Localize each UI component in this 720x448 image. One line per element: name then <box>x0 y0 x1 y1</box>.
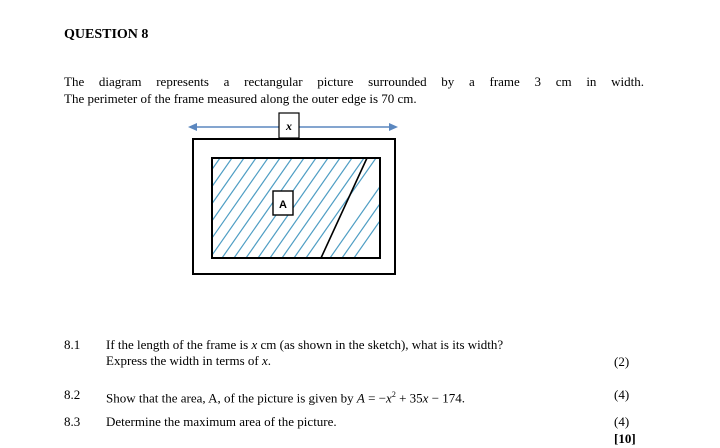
question-intro <box>64 73 644 107</box>
intro-line-1: The diagram represents a rectangular picture surrounded by a frame 3 cm in width. <box>64 74 644 89</box>
picture-diagonal <box>321 158 367 258</box>
question-text-8-1 <box>106 337 606 369</box>
picture-hatching <box>180 158 420 258</box>
marks-8-3: (4) <box>614 414 630 429</box>
length-label: x <box>286 119 292 133</box>
question-text-8-3: Determine the maximum area of the picture. <box>106 414 337 429</box>
intro-line-2: The perimeter of the frame measured along the outer edge is 70 cm. <box>64 91 417 106</box>
frame-diagram <box>180 108 420 283</box>
marks-8-1: (2) <box>614 354 630 369</box>
area-label: A <box>279 199 287 211</box>
total-marks: [10] <box>614 431 636 446</box>
question-text-8-2: Show that the area, A, of the picture is given by $A = -x^2 + 35x - 174$. <box>106 390 466 406</box>
question-number-8-2: 8.2 <box>64 387 81 402</box>
marks-8-2: (4) <box>614 387 630 402</box>
question-heading: QUESTION 8 <box>64 27 149 42</box>
question-8-1-line-2: Express the width in terms of x. <box>106 353 272 368</box>
question-number-8-3: 8.3 <box>64 414 81 429</box>
question-8-1-line-1: If the length of the frame is x cm (as shown in the sketch), what is its width? <box>106 337 504 352</box>
inner-picture <box>212 158 380 258</box>
question-number-8-1: 8.1 <box>64 337 81 352</box>
